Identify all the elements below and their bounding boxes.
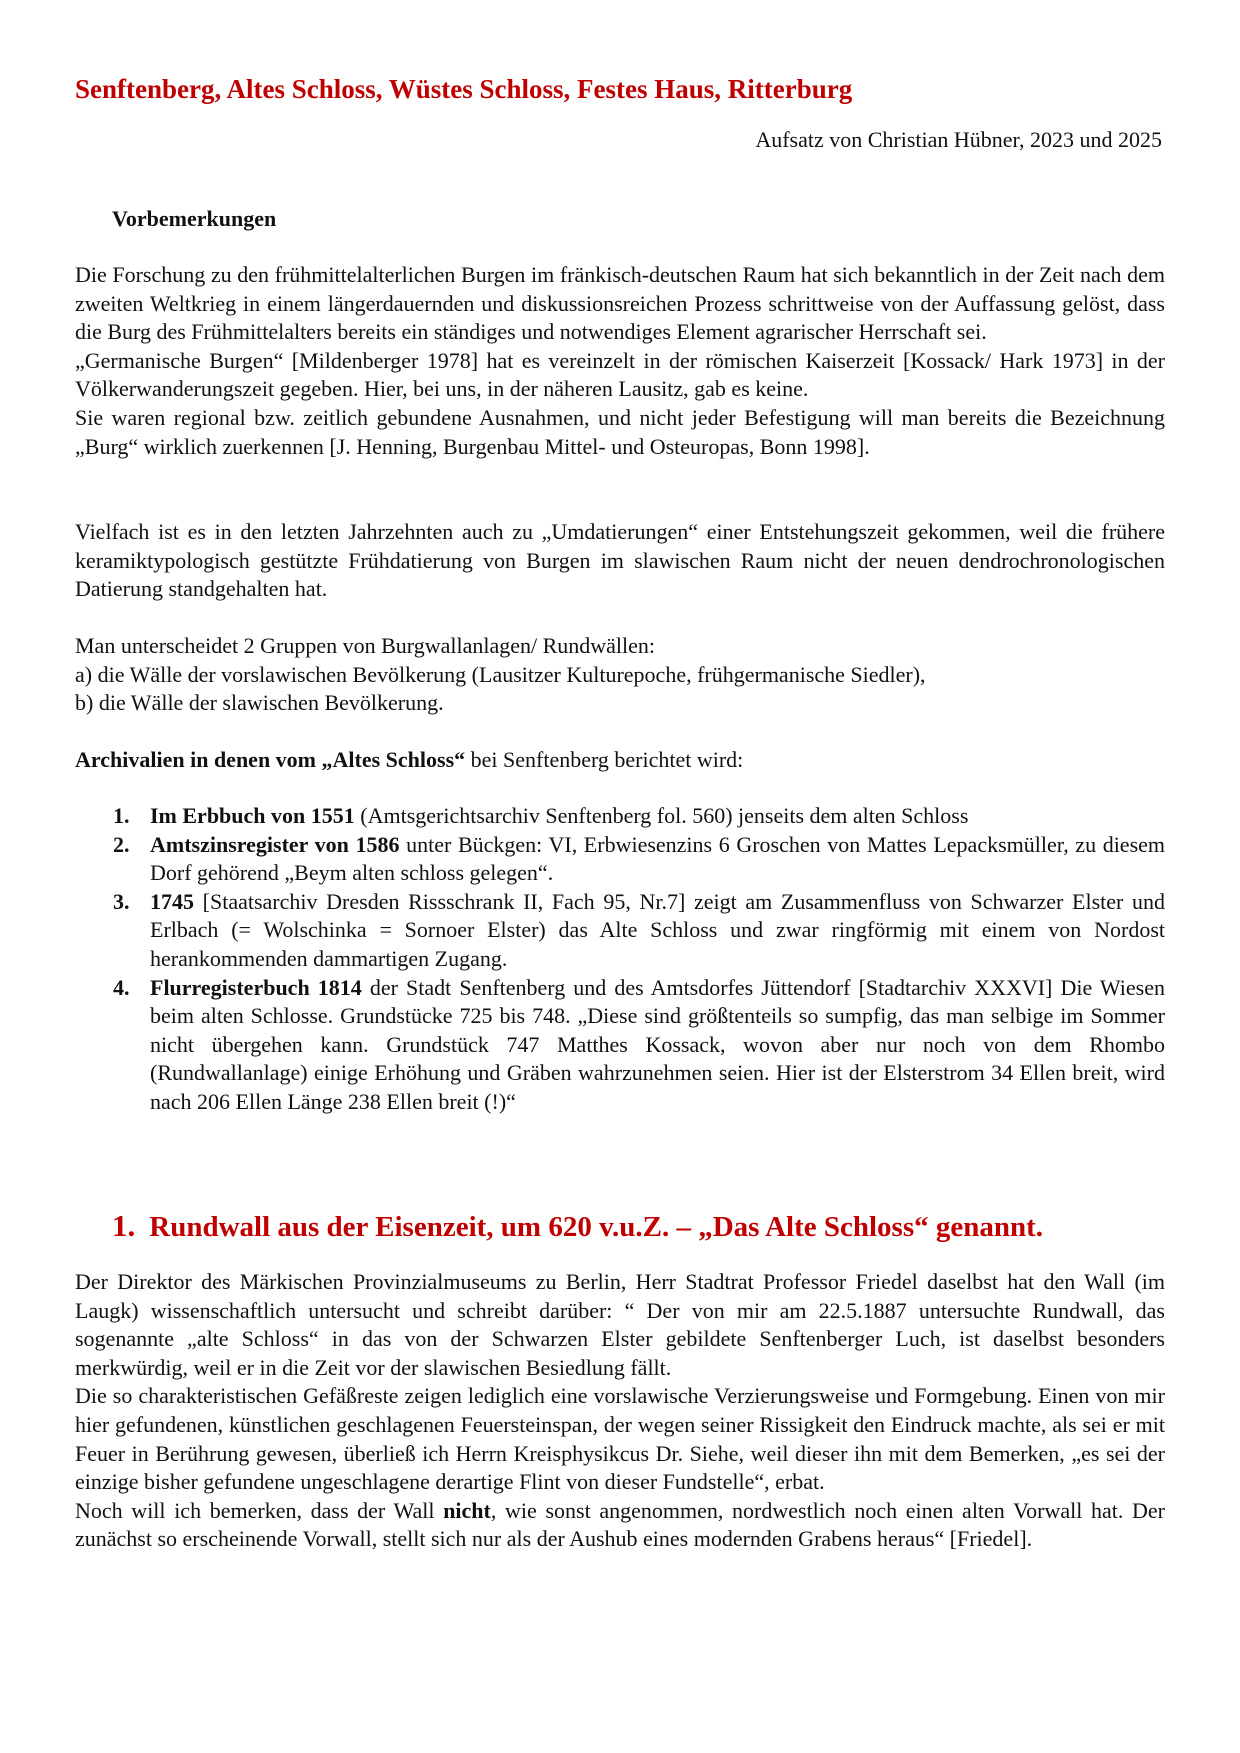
- paragraph: [75, 1497, 1165, 1554]
- paragraph: Die Forschung zu den frühmittelalterlichen Burgen im fränkisch-deutschen Raum hat sich bekanntlich in der Zeit nach dem zweiten Weltkrieg in einem längerdauernden und diskussionsreichen Prozess schrittweise von der Auffassung gelöst, dass die Burg des Frühmittelalters bereits ein ständiges und notwendiges Element agrarischer Herrschaft sei.: [75, 262, 1165, 345]
- document-title: Senftenberg, Altes Schloss, Wüstes Schloss, Festes Haus, Ritterburg: [75, 74, 853, 104]
- paragraph: Die so charakteristischen Gefäßreste zeigen lediglich eine vorslawische Verzierungsweise und Formgebung. Einen von mir hier gefundenen, künstlichen geschlagenen Feuersteinspan, der wegen seiner Rissigkeit den Eindruck machte, als sei er mit Feuer in Berührung gewesen, überließ ich Herrn Kreisphysikcus Dr. Siehe, weil dieser ihn mit dem Bemerken, „es sei der einzige bisher gefundene ungeschlagene derartige Flint von dieser Fundstelle“, erbat.: [75, 1383, 1165, 1495]
- list-item: [113, 831, 1166, 888]
- list-item-bold: Amtszinsregister von 1586: [150, 831, 400, 857]
- list-item-text: der Stadt Senftenberg und des Amtsdorfes Jüttendorf [Stadtarchiv XXXVI] Die Wiesen beim alten Schlosse. Grundstücke 725 bis 748. „Diese sind größtenteils so sumpfig, das man selbige im Sommer nicht übergehen kann. Grundstück 747 Matthes Kossack, wovon aber nur noch von dem Rhombo (Rundwallanlage) einige Erhöhung und Gräben wahrzunehmen seien. Hier ist der Elsterstrom 34 Ellen breit, wird nach 206 Ellen Länge 238 Ellen breit (!)“: [150, 974, 1165, 1114]
- emphasis: nicht: [443, 1497, 491, 1523]
- list-item-bold: Flurregisterbuch 1814: [150, 974, 362, 1000]
- gruppen-block: [75, 632, 1165, 718]
- list-number: 2.: [113, 831, 130, 857]
- section-heading: [112, 1208, 1043, 1244]
- paragraph: Der Direktor des Märkischen Provinzialmuseums zu Berlin, Herr Stadtrat Professor Friedel daselbst hat den Wall (im Laugk) wissenschaftlich untersucht und schreibt darüber: “ Der von mir am 22.5.1887 untersuchte Rundwall, das sogenannte „alte Schloss“ in das von der Schwarzen Elster gebildete Senftenberger Luch, ist daselbst besonders merkwürdig, weil er in die Zeit vor der slawischen Besiedlung fällt.: [75, 1269, 1165, 1380]
- section-title: Rundwall aus der Eisenzeit, um 620 v.u.Z. – „Das Alte Schloss“ genannt.: [149, 1211, 1044, 1243]
- archiv-list: [113, 802, 1166, 1117]
- list-item: [113, 802, 1165, 831]
- text-run: Noch will ich bemerken, dass der Wall: [75, 1497, 444, 1523]
- section-number: 1.: [112, 1208, 136, 1243]
- text-run: , wie sonst angenommen, nordwestlich noch einen alten Vorwall hat. Der zunächst so erscheinende Vorwall, stellt sich nur als der Aushub eines modernden Grabens heraus“ [Friedel].: [75, 1497, 1165, 1552]
- list-number: 3.: [113, 888, 130, 914]
- archiv-heading-text: [75, 746, 1165, 775]
- list-item: [113, 888, 1165, 974]
- vorbemerkungen-heading: Vorbemerkungen: [112, 206, 277, 231]
- paragraph: Vielfach ist es in den letzten Jahrzehnten auch zu „Umdatierungen“ einer Entstehungszeit gekommen, weil die frühere keramiktypologisch gestützte Frühdatierung von Burgen im slawischen Raum nicht der neuen dendrochronologischen Datierung standgehalten hat.: [75, 519, 1165, 602]
- list-item-text: [Staatsarchiv Dresden Rissschrank II, Fach 95, Nr.7] zeigt am Zusammenfluss von Schwarzer Elster und Erlbach (= Wolschinka = Sornoer Elster) das Alte Schloss und zwar ringförmig mit einem von Nordost herankommenden dammartigen Zugang.: [150, 888, 1165, 971]
- list-number: 4.: [113, 974, 130, 1000]
- list-number: 1.: [113, 803, 130, 828]
- archiv-heading-rest: bei Senftenberg berichtet wird:: [465, 747, 744, 772]
- list-item: a) die Wälle der vorslawischen Bevölkerung (Lausitzer Kulturepoche, frühgermanische Siedler),: [75, 661, 926, 687]
- paragraph: „Germanische Burgen“ [Mildenberger 1978] hat es vereinzelt in der römischen Kaiserzeit [Kossack/ Hark 1973] in der Völkerwanderungszeit gegeben. Hier, bei uns, in der näheren Lausitz, gab es keine.: [75, 347, 1165, 402]
- paragraph: Sie waren regional bzw. zeitlich gebundene Ausnahmen, und nicht jeder Befestigung will man bereits die Bezeichnung „Burg“ wirklich zuerkennen [J. Henning, Burgenbau Mittel- und Osteuropas, Bonn 1998].: [75, 404, 1165, 459]
- intro-block: [75, 261, 1165, 461]
- list-item-text: unter Bückgen: VI, Erbwiesenzins 6 Groschen von Mattes Lepacksmüller, zu diesem Dorf gehörend „Beym alten schloss gelegen“.: [150, 831, 1166, 886]
- umdatierung-block: [75, 518, 1165, 604]
- list-item-text: (Amtsgerichtsarchiv Senftenberg fol. 560) jenseits dem alten Schloss: [354, 803, 969, 828]
- author-line: Aufsatz von Christian Hübner, 2023 und 2025: [755, 127, 1162, 152]
- paragraph: Man unterscheidet 2 Gruppen von Burgwallanlagen/ Rundwällen:: [75, 633, 656, 658]
- list-item-bold: Im Erbbuch von 1551: [150, 803, 355, 828]
- archiv-heading: [75, 746, 1165, 775]
- list-item-bold: 1745: [150, 888, 194, 914]
- list-item: b) die Wälle der slawischen Bevölkerung.: [75, 690, 444, 716]
- archiv-heading-bold: Archivalien in denen vom „Altes Schloss“: [75, 747, 466, 772]
- section-body: [75, 1268, 1165, 1554]
- list-item: [113, 974, 1165, 1117]
